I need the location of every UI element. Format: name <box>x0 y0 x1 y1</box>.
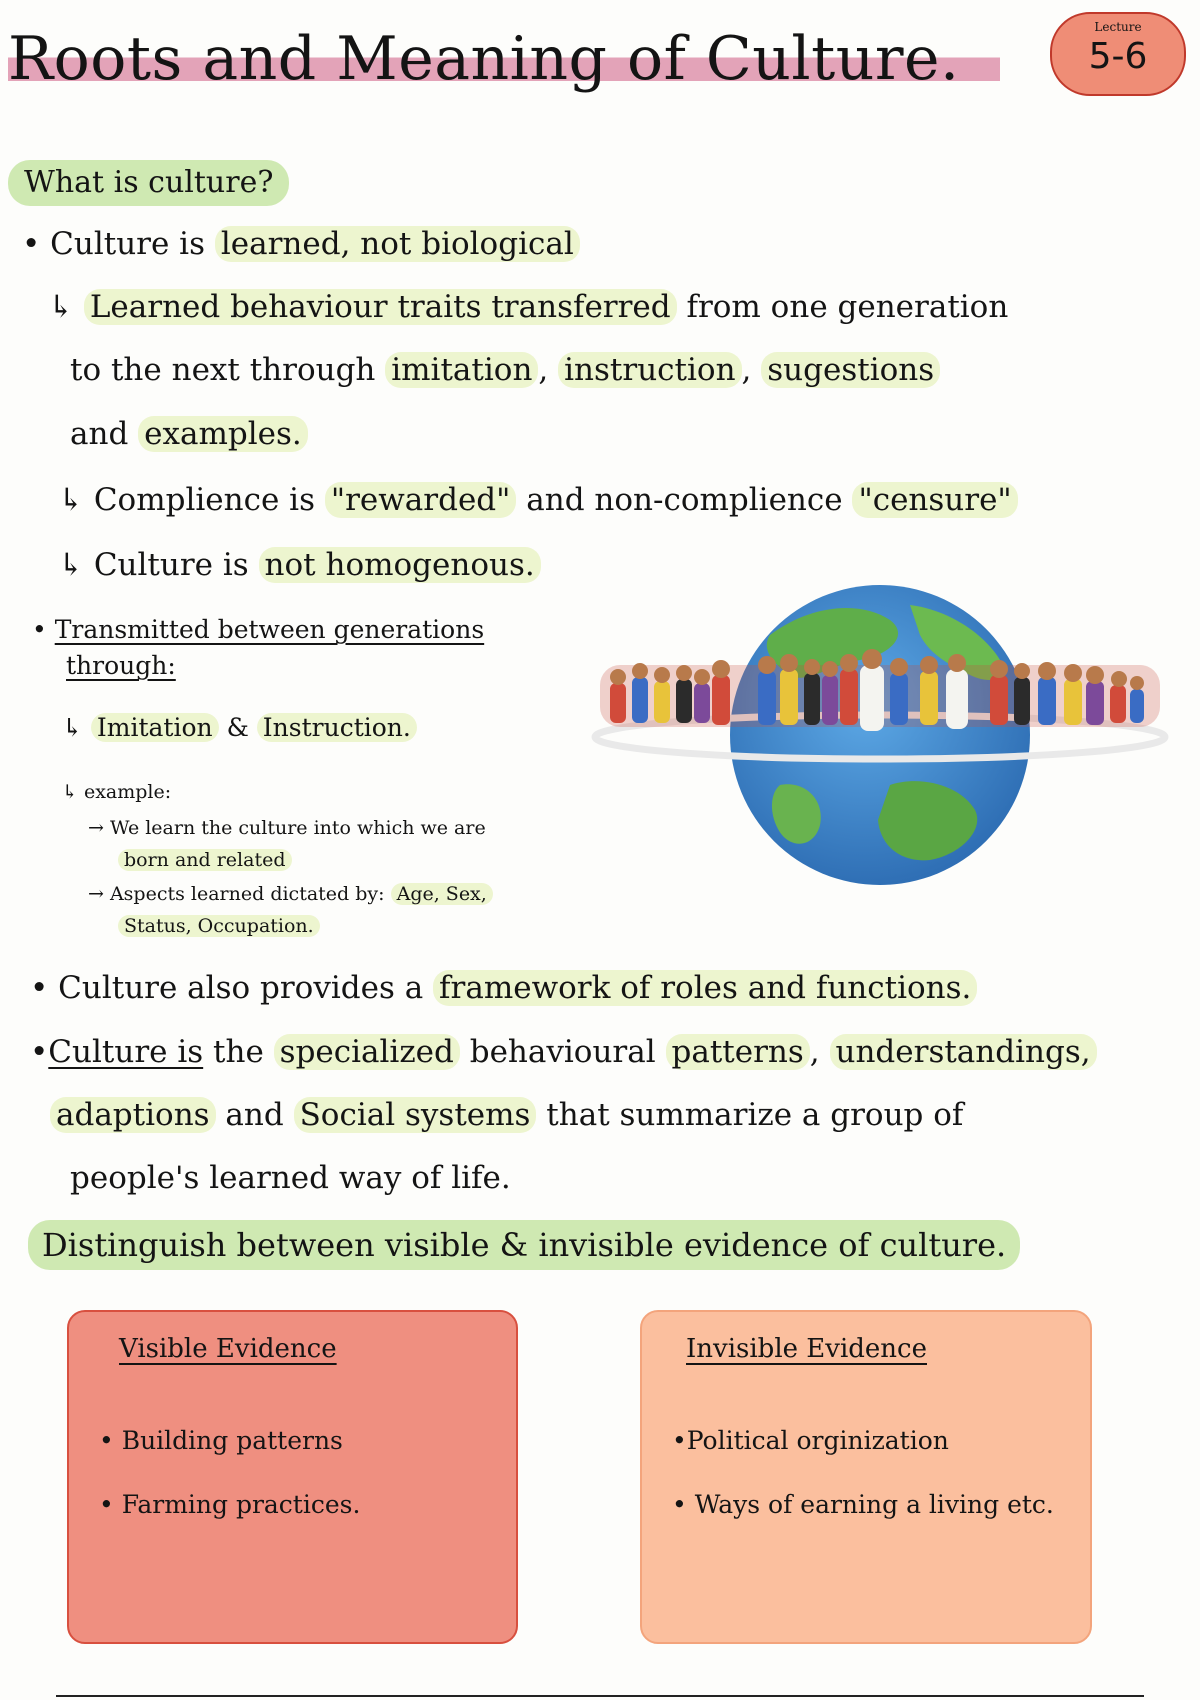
text: from one generation <box>676 289 1009 325</box>
highlight: Status, Occupation. <box>118 915 320 937</box>
bullet-dot: • <box>32 615 55 644</box>
example-1b <box>118 846 292 874</box>
text: → Aspects learned dictated by: <box>88 883 391 905</box>
list-item: • Farming practices. <box>99 1490 361 1519</box>
highlight: patterns <box>666 1034 810 1070</box>
highlight: specialized <box>274 1034 460 1070</box>
bullet-specialized-3: people's learned way of life. <box>70 1160 511 1196</box>
highlight: Social systems <box>294 1097 537 1133</box>
lecture-badge <box>1050 12 1186 96</box>
text: and non-complience <box>516 482 853 518</box>
highlight: Instruction. <box>257 713 417 742</box>
highlight: not homogenous. <box>259 547 541 583</box>
highlight: framework of roles and functions. <box>433 970 977 1006</box>
divider <box>56 1695 1144 1697</box>
highlight: "censure" <box>852 482 1017 518</box>
highlight: "rewarded" <box>325 482 517 518</box>
bullet-dot: • <box>30 1034 49 1070</box>
lecture-number: 5-6 <box>1088 36 1148 77</box>
sub-imitation-instruction <box>62 710 417 746</box>
sub-learned-traits <box>48 285 1008 329</box>
text: the <box>203 1034 274 1070</box>
text: , <box>809 1034 830 1070</box>
text: , <box>741 352 762 388</box>
sub-learned-traits-2 <box>70 348 940 392</box>
text: through: <box>66 651 176 680</box>
bullet-framework <box>30 966 977 1010</box>
text: , <box>538 352 559 388</box>
list-item: •Political orginization <box>672 1426 949 1455</box>
sub-not-homogenous <box>58 543 541 587</box>
bullet-learned <box>22 222 580 266</box>
text: • Culture also provides a <box>30 970 434 1006</box>
highlight: Imitation <box>91 713 219 742</box>
highlight: understandings, <box>830 1034 1097 1070</box>
sub-compliance <box>58 478 1018 522</box>
text: Transmitted between generations <box>54 615 485 644</box>
highlight: instruction <box>558 352 741 388</box>
bullet-transmitted-2 <box>66 648 176 684</box>
bullet-specialized <box>30 1030 1097 1074</box>
text: ↳ Culture is <box>58 547 259 583</box>
section-heading: Distinguish between visible & invisible evidence of culture. <box>28 1220 1020 1270</box>
highlight: born and related <box>118 849 292 871</box>
visible-evidence-card <box>67 1310 518 1644</box>
highlight: Age, Sex, <box>391 883 493 905</box>
bullet-specialized-2 <box>50 1093 963 1137</box>
arrow-icon: ↳ <box>48 289 84 325</box>
invisible-evidence-card <box>640 1310 1092 1644</box>
text: and <box>70 416 139 452</box>
list-item: • Ways of earning a living etc. <box>672 1490 1054 1519</box>
example-label: ↳ example: <box>62 781 172 803</box>
text: Culture is <box>48 1034 204 1070</box>
text: to the next through <box>70 352 386 388</box>
arrow-icon: ↳ <box>62 713 91 742</box>
question-heading: What is culture? <box>8 160 289 206</box>
highlight: imitation <box>385 352 538 388</box>
example-2 <box>88 880 493 908</box>
text: ↳ Complience is <box>58 482 325 518</box>
text: behavioural <box>459 1034 666 1070</box>
bullet-transmitted <box>32 612 484 648</box>
card-title: Visible Evidence <box>119 1334 337 1364</box>
card-title: Invisible Evidence <box>686 1334 927 1364</box>
text: that summarize a group of <box>536 1097 964 1133</box>
highlight: adaptions <box>50 1097 216 1133</box>
text: and <box>215 1097 294 1133</box>
text: • Culture is <box>22 226 215 262</box>
lecture-label: Lecture <box>1094 20 1142 34</box>
highlight: examples. <box>138 416 308 452</box>
highlight: learned, not biological <box>215 226 580 262</box>
globe-with-people-icon <box>590 565 1170 885</box>
sub-learned-traits-3 <box>70 412 308 456</box>
highlight: sugestions <box>761 352 940 388</box>
example-1: → We learn the culture into which we are <box>88 817 486 839</box>
example-2b <box>118 912 320 940</box>
highlight: Learned behaviour traits transferred <box>84 289 677 325</box>
list-item: • Building patterns <box>99 1426 343 1455</box>
page-title: Roots and Meaning of Culture. <box>8 20 1000 98</box>
text: & <box>218 713 257 742</box>
